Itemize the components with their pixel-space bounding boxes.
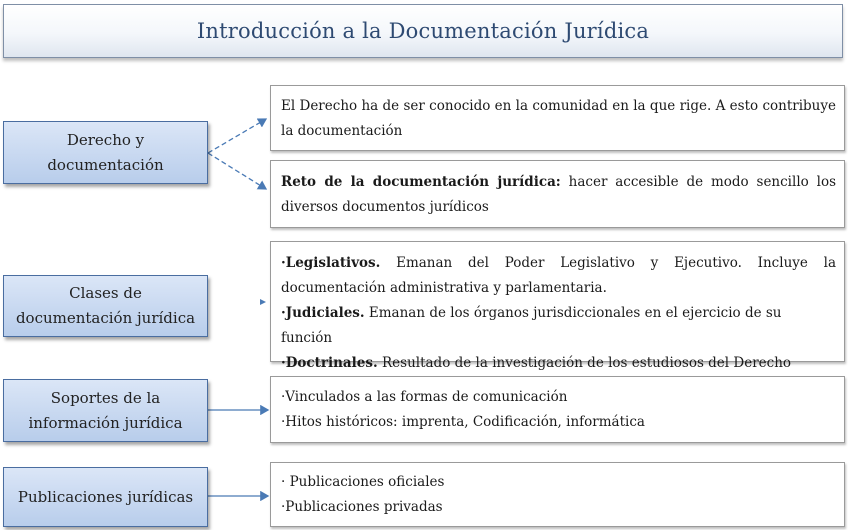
list-item: ·Vinculados a las formas de comunicación	[281, 389, 568, 405]
arrow-derecho-to-box-1	[208, 119, 266, 153]
category-clases	[3, 275, 208, 337]
arrow-derecho-to-box-2	[208, 153, 266, 189]
category-publicaciones	[3, 467, 208, 527]
category-line: información jurídica	[28, 413, 183, 432]
diagram-title: Introducción a la Documentación Jurídica	[196, 19, 650, 43]
category-derecho-documentacion	[3, 121, 208, 184]
content-text: Resultado de la investigación de los estudiosos del Derecho	[377, 355, 792, 371]
content-bold: Reto de la documentación jurídica:	[281, 174, 561, 190]
list-item-doctrinales	[281, 351, 836, 376]
list-item: ·Publicaciones privadas	[281, 499, 443, 515]
arrow-clases-icon	[260, 299, 266, 305]
content-text: Emanan de los órganos jurisdiccionales en el ejercicio de su función	[281, 305, 782, 346]
list-item-legislativos	[281, 251, 836, 301]
category-line: Derecho y	[66, 130, 145, 149]
category-soportes	[3, 379, 208, 442]
content-box-derecho-1	[270, 85, 845, 151]
category-line: Clases de	[69, 284, 142, 302]
list-item: · Publicaciones oficiales	[281, 474, 445, 490]
list-item-judiciales	[281, 301, 836, 351]
content-box-publicaciones	[270, 462, 845, 527]
content-bold: ·Judiciales.	[281, 305, 365, 321]
content-box-soportes	[270, 376, 845, 443]
content-bold: ·Doctrinales.	[281, 355, 378, 371]
content-box-clases	[270, 241, 845, 371]
content-bold: ·Legislativos.	[281, 255, 381, 271]
content-text: El Derecho ha de ser conocido en la comunidad en la que rige. A esto contribuye la documentación	[281, 98, 836, 139]
category-line: Soportes de la	[50, 388, 161, 407]
category-line: documentación jurídica	[15, 309, 196, 327]
content-text: hacer accesible de modo sencillo los diversos documentos jurídicos	[281, 174, 836, 215]
category-line: documentación	[47, 155, 164, 174]
content-box-reto	[270, 160, 845, 228]
content-text: Emanan del Poder Legislativo y Ejecutivo. Incluye la documentación administrativa y parlamentaria.	[281, 255, 836, 296]
category-line: Publicaciones jurídicas	[17, 487, 194, 506]
list-item: ·Hitos históricos: imprenta, Codificación, informática	[281, 414, 645, 430]
